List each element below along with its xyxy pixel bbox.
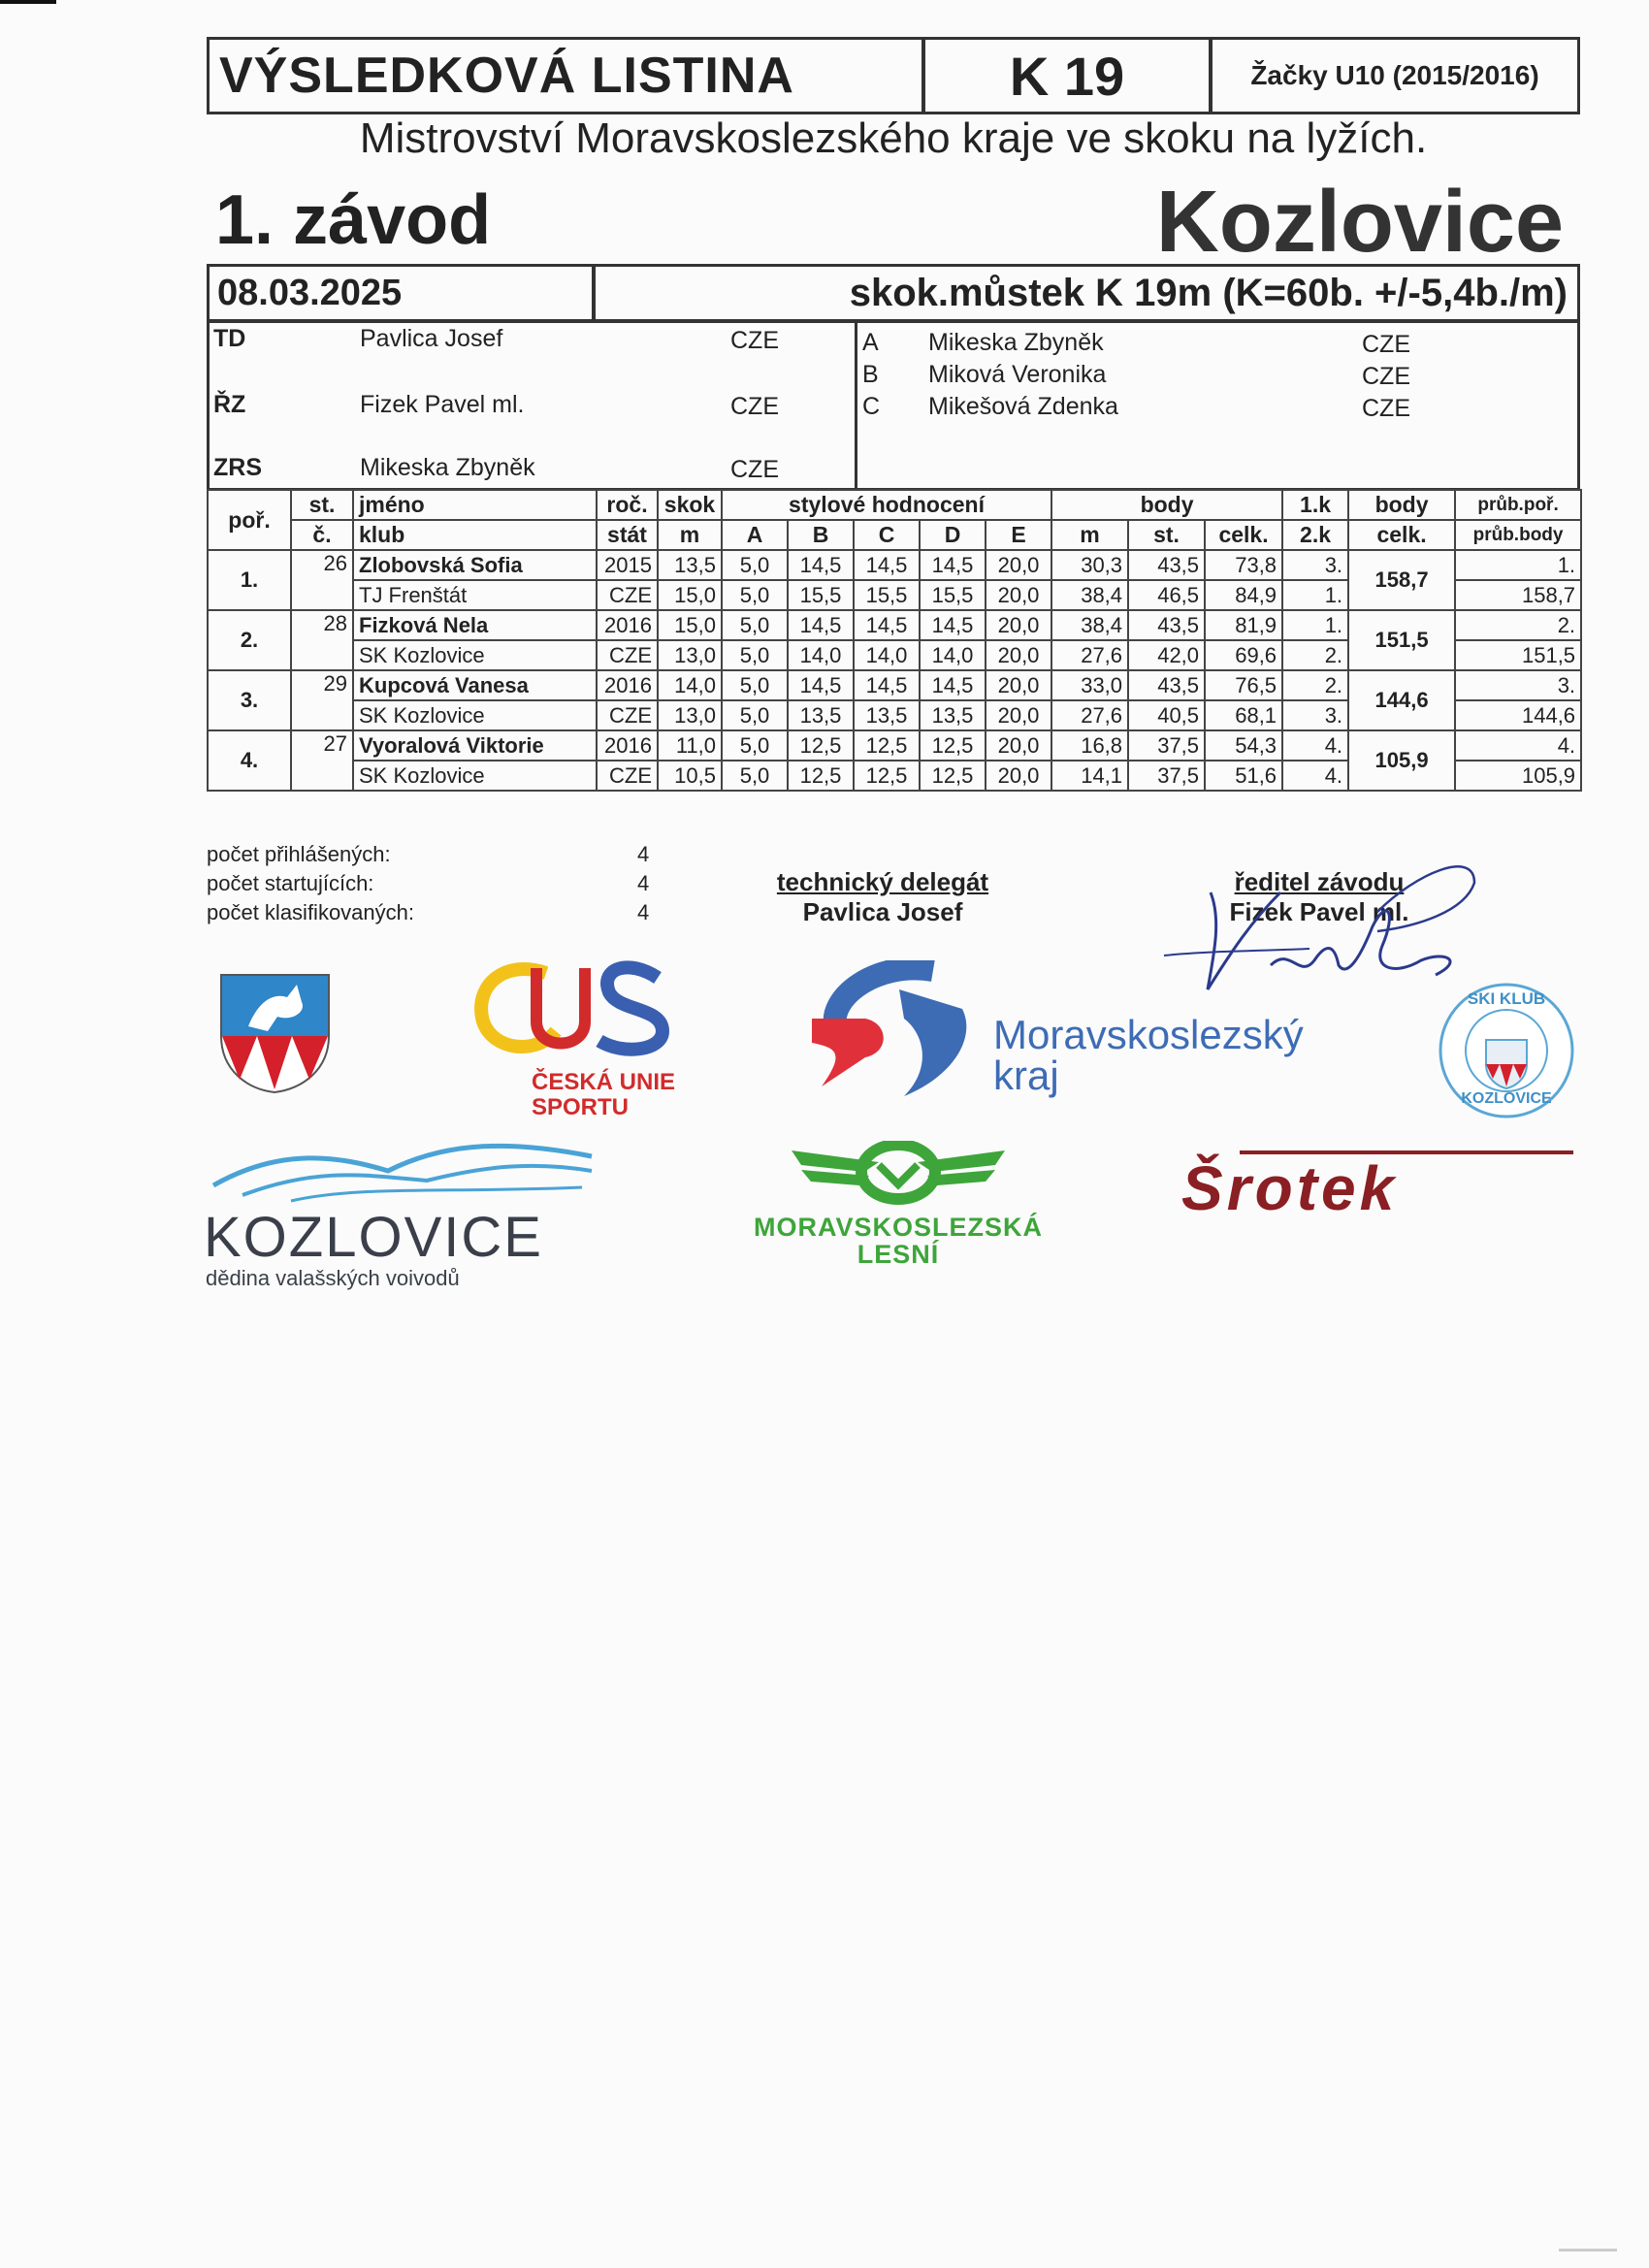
birth-year: 2016 — [597, 670, 658, 700]
interim-points: 144,6 — [1455, 700, 1581, 730]
table-row — [208, 730, 1581, 761]
srotek-text: Šrotek — [1181, 1153, 1399, 1223]
total-points: 144,6 — [1348, 670, 1455, 730]
interim-points: 105,9 — [1455, 761, 1581, 791]
jump1-dist: 13,5 — [658, 550, 722, 580]
col-round2-header: 2.k — [1282, 520, 1348, 550]
birth-year: 2015 — [597, 550, 658, 580]
entry-stats — [207, 840, 653, 927]
jump1-pc: 54,3 — [1205, 730, 1282, 761]
zrs-role: ZRS — [213, 454, 262, 481]
kozlovice-subtext: dědina valašských voivodů — [206, 1266, 460, 1290]
jump2-b: 15,5 — [788, 580, 854, 610]
officials-panel — [207, 320, 1580, 491]
ski-klub-bottom-text: KOZLOVICE — [1461, 1090, 1552, 1107]
jump1-a: 5,0 — [722, 550, 788, 580]
table-row — [208, 670, 1581, 700]
kozlovice-village-logo — [204, 1137, 611, 1290]
col-bib-header: st. — [291, 490, 353, 520]
td-signature-name: Pavlica Josef — [802, 897, 963, 926]
judge-a-nation: CZE — [1362, 331, 1410, 358]
col-club-header: klub — [353, 520, 597, 550]
cus-text: ČESKÁ UNIE SPORTU — [532, 1069, 676, 1120]
col-judge-c-header: C — [854, 520, 920, 550]
ski-klub-top-text: SKI KLUB — [1467, 989, 1546, 1008]
scan-edge-mark — [1559, 2249, 1617, 2252]
athlete-name: Kupcová Vanesa — [353, 670, 597, 700]
jump1-pm: 33,0 — [1051, 670, 1128, 700]
col-meters-header: m — [658, 520, 722, 550]
bib-cell: 27 — [291, 730, 353, 791]
col-points-st-header: st. — [1128, 520, 1205, 550]
jump2-d: 13,5 — [920, 700, 986, 730]
jump2-pm: 27,6 — [1051, 700, 1128, 730]
col-points-header: body — [1051, 490, 1282, 520]
col-round-header: 1.k — [1282, 490, 1348, 520]
cus-logo — [464, 949, 696, 1120]
lesni-logo — [695, 1141, 1102, 1267]
jump2-e: 20,0 — [986, 580, 1051, 610]
jump2-e: 20,0 — [986, 761, 1051, 791]
col-nation-header: stát — [597, 520, 658, 550]
jump1-d: 12,5 — [920, 730, 986, 761]
td-name: Pavlica Josef — [360, 325, 503, 352]
jump2-dist: 15,0 — [658, 580, 722, 610]
jump2-d: 12,5 — [920, 761, 986, 791]
jump2-a: 5,0 — [722, 580, 788, 610]
jump2-pc: 68,1 — [1205, 700, 1282, 730]
jump2-a: 5,0 — [722, 761, 788, 791]
stat-started — [207, 869, 653, 898]
col-name-header: jméno — [353, 490, 597, 520]
nation: CZE — [597, 700, 658, 730]
jump2-c: 13,5 — [854, 700, 920, 730]
total-points: 105,9 — [1348, 730, 1455, 791]
col-points-m-header: m — [1051, 520, 1128, 550]
rz-name: Fizek Pavel ml. — [360, 391, 525, 418]
stat-registered — [207, 840, 653, 869]
jump1-dist: 11,0 — [658, 730, 722, 761]
rz-role: ŘZ — [213, 391, 246, 418]
col-total-header: body — [1348, 490, 1455, 520]
club-name: SK Kozlovice — [353, 700, 597, 730]
lesni-wings-icon — [695, 1141, 1102, 1209]
table-header-row-2 — [208, 520, 1581, 550]
athlete-name: Fizková Nela — [353, 610, 597, 640]
jump1-a: 5,0 — [722, 670, 788, 700]
judge-b-name: Miková Veronika — [928, 361, 1107, 388]
jump1-e: 20,0 — [986, 730, 1051, 761]
jump2-ps: 42,0 — [1128, 640, 1205, 670]
jump2-c: 14,0 — [854, 640, 920, 670]
jump2-dist: 10,5 — [658, 761, 722, 791]
rz-nation: CZE — [730, 393, 779, 420]
mountains-icon — [204, 1137, 611, 1205]
srotek-logo — [1181, 1150, 1573, 1228]
jump1-ps: 37,5 — [1128, 730, 1205, 761]
ski-klub-logo — [1438, 982, 1575, 1119]
td-nation: CZE — [730, 327, 779, 354]
lesni-text — [695, 1214, 1102, 1268]
msk-logo — [807, 960, 1331, 1106]
jump1-c: 12,5 — [854, 730, 920, 761]
kozlovice-coat-of-arms-icon — [219, 973, 331, 1094]
jump2-pm: 27,6 — [1051, 640, 1128, 670]
page-title: VÝSLEDKOVÁ LISTINA — [207, 37, 924, 114]
jump2-pos: 4. — [1282, 761, 1348, 791]
col-year-header: roč. — [597, 490, 658, 520]
interim-points: 158,7 — [1455, 580, 1581, 610]
interim-rank: 3. — [1455, 670, 1581, 700]
interim-rank: 1. — [1455, 550, 1581, 580]
jump1-pc: 81,9 — [1205, 610, 1282, 640]
interim-points: 151,5 — [1455, 640, 1581, 670]
jump1-e: 20,0 — [986, 550, 1051, 580]
jump1-e: 20,0 — [986, 610, 1051, 640]
jump2-pos: 1. — [1282, 580, 1348, 610]
jump1-pc: 73,8 — [1205, 550, 1282, 580]
judge-c-letter: C — [862, 393, 881, 420]
jump2-ps: 46,5 — [1128, 580, 1205, 610]
jump1-pos: 2. — [1282, 670, 1348, 700]
jump2-c: 15,5 — [854, 580, 920, 610]
msk-emblem-icon — [807, 960, 991, 1106]
jump1-ps: 43,5 — [1128, 550, 1205, 580]
bib-cell: 28 — [291, 610, 353, 670]
officials-divider — [855, 323, 857, 491]
jump1-dist: 15,0 — [658, 610, 722, 640]
scan-corner-mark — [0, 0, 56, 4]
jump1-b: 14,5 — [788, 550, 854, 580]
jump2-e: 20,0 — [986, 640, 1051, 670]
judge-b-letter: B — [862, 361, 879, 388]
jump1-dist: 14,0 — [658, 670, 722, 700]
col-jump-header: skok — [658, 490, 722, 520]
zrs-nation: CZE — [730, 456, 779, 483]
jump1-pos: 3. — [1282, 550, 1348, 580]
jump2-d: 15,5 — [920, 580, 986, 610]
jump1-ps: 43,5 — [1128, 670, 1205, 700]
stat-label: počet klasifikovaných: — [207, 900, 414, 924]
jump2-pc: 51,6 — [1205, 761, 1282, 791]
stat-label: počet přihlášených: — [207, 842, 391, 866]
stat-value: 4 — [637, 871, 650, 895]
birth-year: 2016 — [597, 730, 658, 761]
jump1-pm: 30,3 — [1051, 550, 1128, 580]
hill-code: K 19 — [922, 37, 1212, 114]
col-total2-header: celk. — [1348, 520, 1455, 550]
jump2-pc: 69,6 — [1205, 640, 1282, 670]
rank-cell: 3. — [208, 670, 291, 730]
club-name: SK Kozlovice — [353, 640, 597, 670]
stat-classified — [207, 898, 653, 927]
zrs-name: Mikeska Zbyněk — [360, 454, 535, 481]
lesni-text-line1: MORAVSKOSLEZSKÁ — [753, 1213, 1043, 1242]
championship-subtitle: Mistrovství Moravskoslezského kraje ve skoku na lyžích. — [359, 114, 1428, 162]
jump1-a: 5,0 — [722, 610, 788, 640]
jump1-c: 14,5 — [854, 550, 920, 580]
stat-label: počet startujících: — [207, 871, 374, 895]
jump2-pos: 2. — [1282, 640, 1348, 670]
jump1-pm: 38,4 — [1051, 610, 1128, 640]
interim-rank: 4. — [1455, 730, 1581, 761]
judge-c-nation: CZE — [1362, 395, 1410, 422]
jump1-a: 5,0 — [722, 730, 788, 761]
table-row — [208, 610, 1581, 640]
jump1-e: 20,0 — [986, 670, 1051, 700]
col-style-header: stylové hodnocení — [722, 490, 1051, 520]
kozlovice-text: KOZLOVICE — [204, 1206, 543, 1269]
bib-cell: 29 — [291, 670, 353, 730]
col-rank-header: poř. — [208, 490, 291, 550]
jump2-b: 12,5 — [788, 761, 854, 791]
jump1-b: 14,5 — [788, 610, 854, 640]
club-name: SK Kozlovice — [353, 761, 597, 791]
judge-b-nation: CZE — [1362, 363, 1410, 390]
jump2-ps: 37,5 — [1128, 761, 1205, 791]
cus-emblem-icon — [464, 949, 696, 1065]
table-header-row-1 — [208, 490, 1581, 520]
td-role: TD — [213, 325, 246, 352]
athlete-name: Zlobovská Sofia — [353, 550, 597, 580]
jump2-a: 5,0 — [722, 700, 788, 730]
race-number: 1. závod — [215, 181, 492, 259]
lesni-text-line2: LESNÍ — [857, 1240, 940, 1269]
col-judge-e-header: E — [986, 520, 1051, 550]
jump2-pos: 3. — [1282, 700, 1348, 730]
rank-cell: 1. — [208, 550, 291, 610]
col-judge-b-header: B — [788, 520, 854, 550]
jump1-c: 14,5 — [854, 610, 920, 640]
jump1-pos: 1. — [1282, 610, 1348, 640]
stat-value: 4 — [637, 842, 650, 866]
jump1-c: 14,5 — [854, 670, 920, 700]
jump1-d: 14,5 — [920, 550, 986, 580]
total-points: 158,7 — [1348, 550, 1455, 610]
jump2-b: 13,5 — [788, 700, 854, 730]
msk-text-line1: Moravskoslezský — [993, 1012, 1304, 1057]
col-judge-d-header: D — [920, 520, 986, 550]
col-judge-a-header: A — [722, 520, 788, 550]
jump1-pos: 4. — [1282, 730, 1348, 761]
total-points: 151,5 — [1348, 610, 1455, 670]
interim-rank: 2. — [1455, 610, 1581, 640]
jump2-pm: 14,1 — [1051, 761, 1128, 791]
jump2-c: 12,5 — [854, 761, 920, 791]
venue: Kozlovice — [1155, 174, 1564, 271]
jump2-e: 20,0 — [986, 700, 1051, 730]
jump1-pm: 16,8 — [1051, 730, 1128, 761]
jump2-pc: 84,9 — [1205, 580, 1282, 610]
jump1-d: 14,5 — [920, 610, 986, 640]
rank-cell: 2. — [208, 610, 291, 670]
jump1-pc: 76,5 — [1205, 670, 1282, 700]
results-table — [207, 489, 1582, 792]
rz-signature-name: Fizek Pavel ml. — [1229, 897, 1409, 926]
birth-year: 2016 — [597, 610, 658, 640]
table-row — [208, 550, 1581, 580]
msk-text-line2: kraj — [993, 1053, 1059, 1098]
msk-text — [993, 1012, 1304, 1098]
category: Žačky U10 (2015/2016) — [1210, 37, 1580, 114]
jump2-dist: 13,0 — [658, 640, 722, 670]
jump1-ps: 43,5 — [1128, 610, 1205, 640]
hill-info: skok.můstek K 19m (K=60b. +/-5,4b./m) — [593, 264, 1580, 322]
bib-cell: 26 — [291, 550, 353, 610]
race-date: 08.03.2025 — [207, 264, 595, 322]
judge-a-letter: A — [862, 329, 879, 356]
athlete-name: Vyoralová Viktorie — [353, 730, 597, 761]
stat-value: 4 — [637, 900, 650, 924]
jump2-pm: 38,4 — [1051, 580, 1128, 610]
td-signature-block — [737, 867, 1028, 927]
col-bib-header-2: č. — [291, 520, 353, 550]
rz-signature-title: ředitel závodu — [1234, 867, 1405, 896]
jump2-ps: 40,5 — [1128, 700, 1205, 730]
col-interim-rank-header: průb.poř. — [1455, 490, 1581, 520]
jump1-d: 14,5 — [920, 670, 986, 700]
nation: CZE — [597, 580, 658, 610]
jump2-d: 14,0 — [920, 640, 986, 670]
jump2-dist: 13,0 — [658, 700, 722, 730]
nation: CZE — [597, 640, 658, 670]
rank-cell: 4. — [208, 730, 291, 791]
jump1-b: 14,5 — [788, 670, 854, 700]
jump2-a: 5,0 — [722, 640, 788, 670]
jump2-b: 14,0 — [788, 640, 854, 670]
judge-a-name: Mikeska Zbyněk — [928, 329, 1104, 356]
col-interim-points-header: průb.body — [1455, 520, 1581, 550]
nation: CZE — [597, 761, 658, 791]
col-points-celk-header: celk. — [1205, 520, 1282, 550]
judge-c-name: Mikešová Zdenka — [928, 393, 1118, 420]
td-signature-title: technický delegát — [776, 867, 989, 896]
jump1-b: 12,5 — [788, 730, 854, 761]
club-name: TJ Frenštát — [353, 580, 597, 610]
